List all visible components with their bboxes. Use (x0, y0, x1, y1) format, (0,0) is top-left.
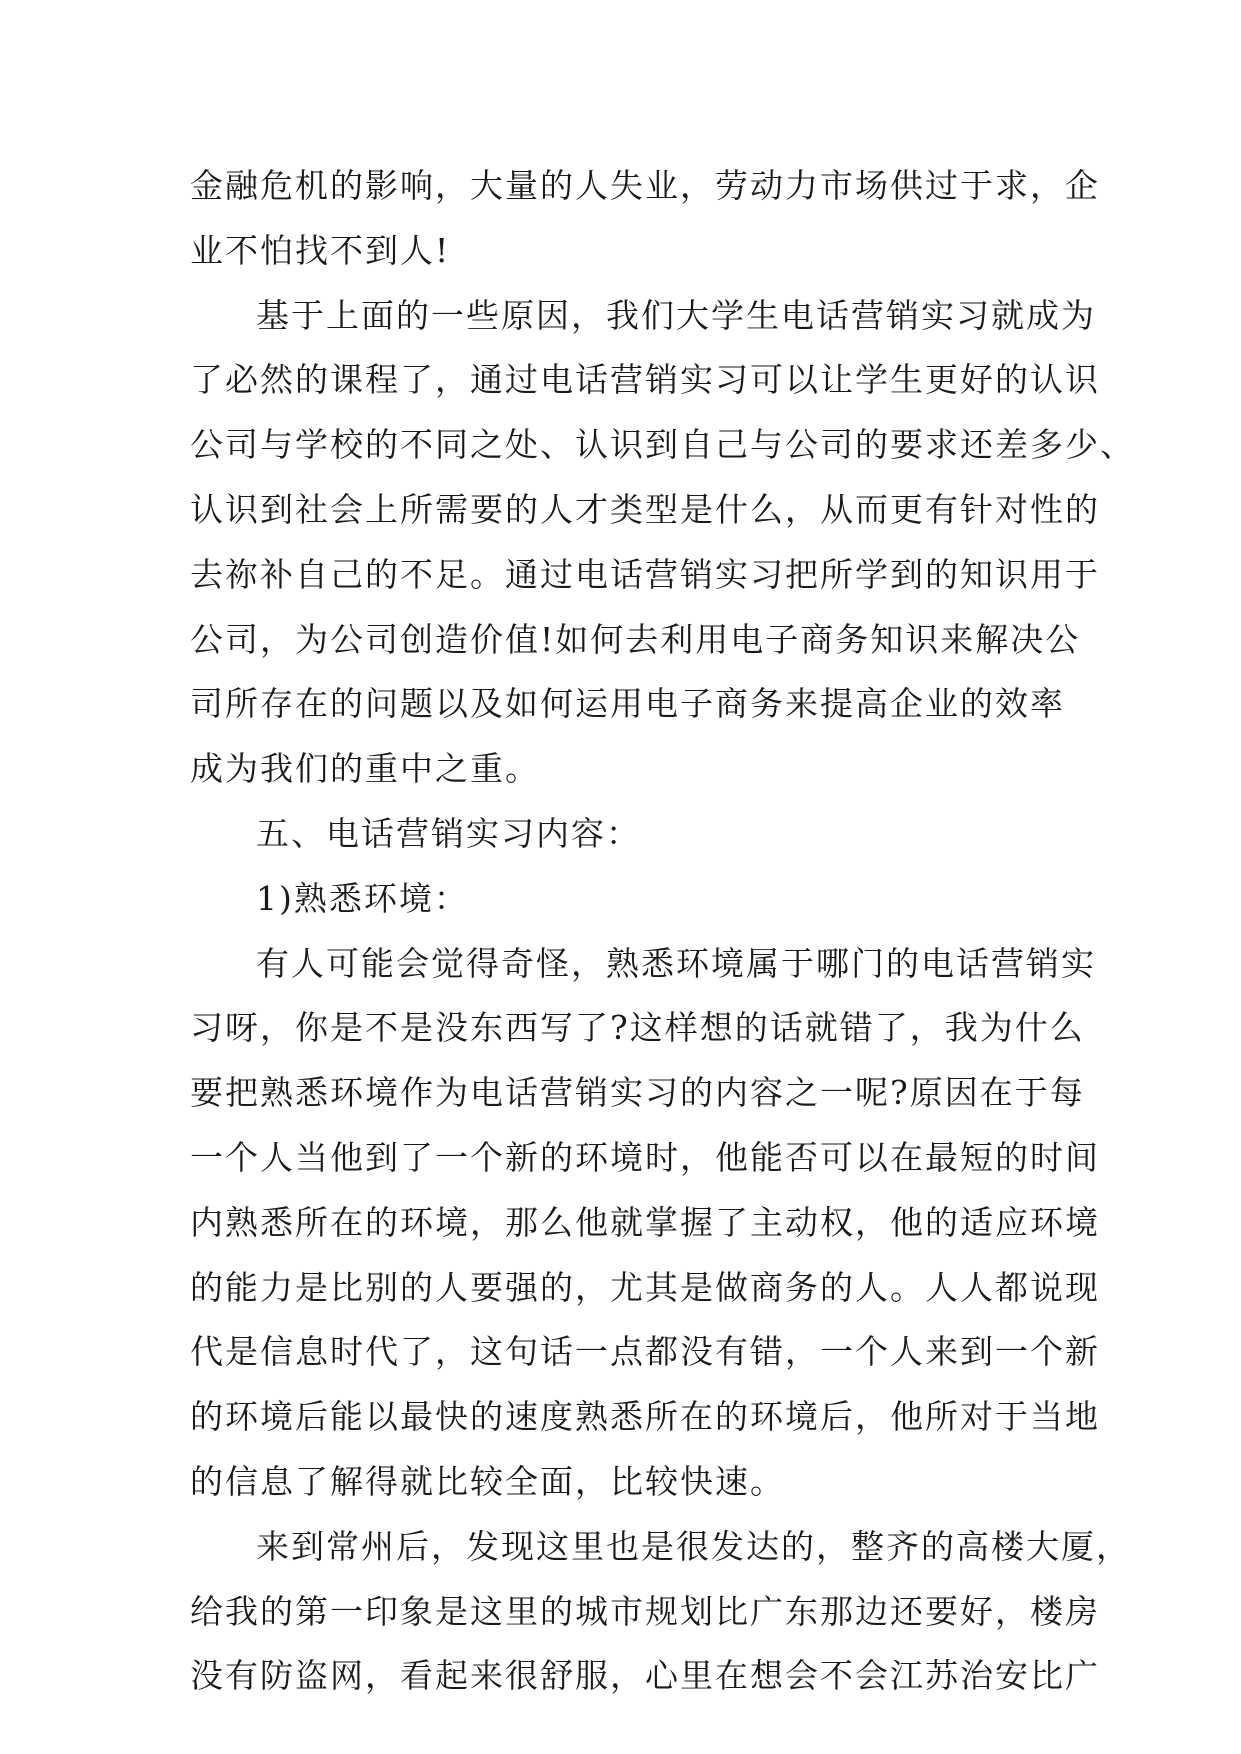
text-line: 给我的第一印象是这里的城市规划比广东那边还要好，楼房 (190, 1591, 1100, 1631)
subsection-heading: 1)熟悉环境： (256, 878, 469, 918)
text-line: 内熟悉所在的环境，那么他就掌握了主动权，他的适应环境 (190, 1202, 1100, 1242)
text-line: 的信息了解得就比较全面，比较快速。 (190, 1461, 785, 1501)
text-line: 代是信息时代了，这句话一点都没有错，一个人来到一个新 (190, 1332, 1100, 1372)
section-heading: 五、电话营销实习内容： (256, 813, 641, 853)
paragraph-start-line: 有人可能会觉得奇怪，熟悉环境属于哪门的电话营销实 (256, 943, 1096, 983)
text-line: 公司与学校的不同之处、认识到自己与公司的要求还差多少、 (190, 425, 1135, 465)
text-line: 认识到社会上所需要的人才类型是什么，从而更有针对性的 (190, 489, 1100, 529)
text-line: 金融危机的影响，大量的人失业，劳动力市场供过于求，企 (190, 166, 1100, 205)
text-line: 司所存在的问题以及如何运用电子商务来提高企业的效率 (190, 684, 1065, 724)
paragraph-start-line: 基于上面的一些原因，我们大学生电话营销实习就成为 (256, 295, 1096, 335)
text-line: 成为我们的重中之重。 (190, 749, 540, 789)
text-line: 习呀，你是不是没东西写了?这样想的话就错了，我为什么 (190, 1008, 1085, 1048)
paragraph-start-line: 来到常州后，发现这里也是很发达的，整齐的高楼大厦， (256, 1526, 1131, 1566)
text-line: 了必然的课程了，通过电话营销实习可以让学生更好的认识 (190, 360, 1100, 400)
text-line: 的环境后能以最快的速度熟悉所在的环境后，他所对于当地 (190, 1397, 1100, 1437)
text-line: 公司，为公司创造价值!如何去利用电子商务知识来解决公 (190, 619, 1081, 659)
text-line: 去祢补自己的不足。通过电话营销实习把所学到的知识用于 (190, 554, 1100, 594)
text-line: 要把熟悉环境作为电话营销实习的内容之一呢?原因在于每 (190, 1073, 1085, 1113)
text-line: 业不怕找不到人! (190, 230, 451, 270)
text-line: 一个人当他到了一个新的环境时，他能否可以在最短的时间 (190, 1137, 1100, 1177)
text-line: 的能力是比别的人要强的，尤其是做商务的人。人人都说现 (190, 1267, 1100, 1307)
text-line: 没有防盗网，看起来很舒服，心里在想会不会江苏治安比广 (190, 1656, 1100, 1696)
body-text (190, 154, 1135, 1709)
